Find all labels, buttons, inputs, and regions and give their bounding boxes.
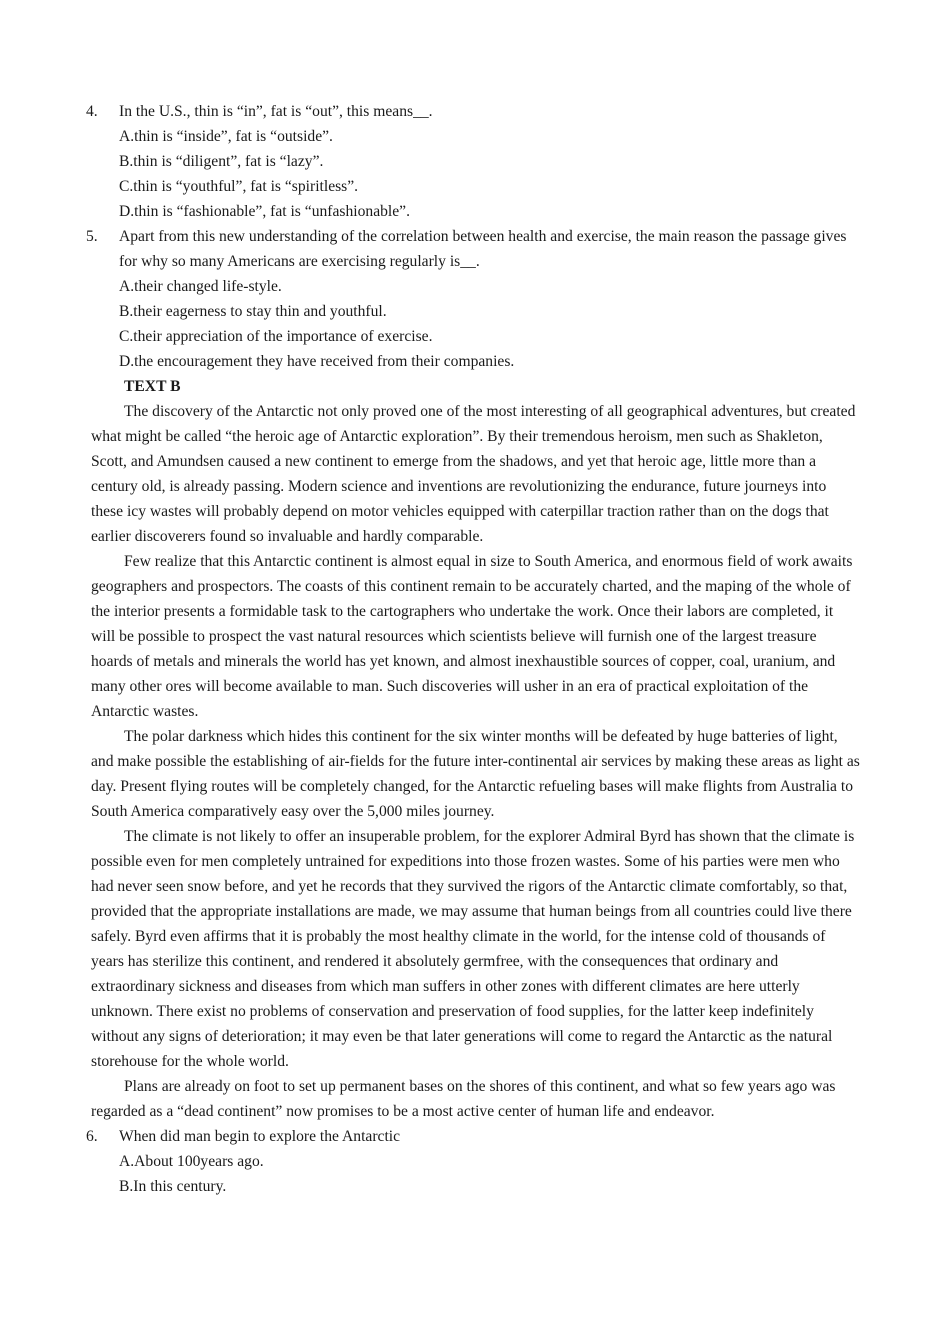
option-5b: B.their eagerness to stay thin and youthful.	[119, 303, 387, 320]
option-5c: C.their appreciation of the importance of exercise.	[119, 328, 433, 345]
question-text: When did man begin to explore the Antarctic	[119, 1128, 401, 1145]
question-text: Apart from this new understanding of the correlation between health and exercise, the main reason the passage gives for why so many Americans are exercising regularly is__.	[119, 228, 847, 270]
question-text: In the U.S., thin is “in”, fat is “out”, this means__.	[119, 103, 433, 120]
section-heading: TEXT B	[124, 378, 181, 395]
option-4c: C.thin is “youthful”, fat is “spiritless”.	[119, 178, 359, 195]
option-6a: A.About 100years ago.	[119, 1153, 264, 1170]
question-6	[0, 1124, 859, 1149]
option-4d: D.thin is “fashionable”, fat is “unfashionable”.	[119, 203, 410, 220]
option-5a: A.their changed life-style.	[119, 278, 282, 295]
question-number: 6.	[86, 1128, 98, 1145]
option-4a: A.thin is “inside”, fat is “outside”.	[119, 128, 333, 145]
question-number: 4.	[86, 103, 98, 120]
question-4	[0, 99, 859, 124]
paragraph: Few realize that this Antarctic continent is almost equal in size to South America, and enormous field of work awaits geographers and prospectors. The coasts of this continent remain to be accurately charted, and the maping of the whole of the interior presents a formidable task to the cartographers who undertake the work. Once their labors are completed, it will be possible to prospect the vast natural resources which scientists believe will furnish one of the largest treasure hoards of metals and minerals the world has yet known, and almost inexhaustible sources of copper, coal, uranium, and many other ores will become available to man. Such discoveries will usher in an era of practical exploitation of the Antarctic wastes.	[91, 553, 853, 720]
option-4b: B.thin is “diligent”, fat is “lazy”.	[119, 153, 324, 170]
option-5d: D.the encouragement they have received from their companies.	[119, 353, 515, 370]
paragraph: The discovery of the Antarctic not only proved one of the most interesting of all geographical adventures, but created what might be called “the heroic age of Antarctic exploration”. By their tremendous heroism, men such as Shakleton, Scott, and Amundsen caused a new continent to emerge from the shadows, and yet that heroic age, little more than a century old, is already passing. Modern science and inventions are revolutionizing the endurance, future journeys into these icy wastes will probably depend on motor vehicles equipped with caterpillar traction rather than on the dogs that earlier discoverers found so invaluable and hardly comparable.	[91, 403, 856, 545]
question-number: 5.	[86, 228, 98, 245]
document-page	[0, 99, 950, 1199]
question-5	[0, 224, 859, 274]
paragraph: The climate is not likely to offer an insuperable problem, for the explorer Admiral Byrd has shown that the climate is possible even for men completely untrained for expeditions into those frozen wastes. Some of his parties were men who had never seen snow before, and yet he records that they survived the rigors of the Antarctic climate comfortably, so that, provided that the appropriate installations are made, we may assume that human beings from all countries could live there safely. Byrd even affirms that it is probably the most healthy climate in the world, for the intense cold of thousands of years has sterilize this continent, and rendered it absolutely germfree, with the consequences that ordinary and extraordinary sickness and diseases from which man suffers in other zones with different climates are here utterly unknown. There exist no problems of conservation and preservation of food supplies, for the latter keep indefinitely without any signs of deterioration; it may even be that later generations will come to regard the Antarctic as the natural storehouse for the whole world.	[91, 828, 855, 1070]
paragraph: The polar darkness which hides this continent for the six winter months will be defeated by huge batteries of light, and make possible the establishing of air-fields for the future inter-continental air services by making these areas as light as day. Present flying routes will be completely changed, for the Antarctic refueling bases will make flights from Australia to South America comparatively easy over the 5,000 miles journey.	[91, 728, 860, 820]
option-6b: B.In this century.	[119, 1178, 227, 1195]
paragraph: Plans are already on foot to set up permanent bases on the shores of this continent, and what so few years ago was regarded as a “dead continent” now promises to be a most active center of human life and endeavor.	[91, 1078, 836, 1120]
